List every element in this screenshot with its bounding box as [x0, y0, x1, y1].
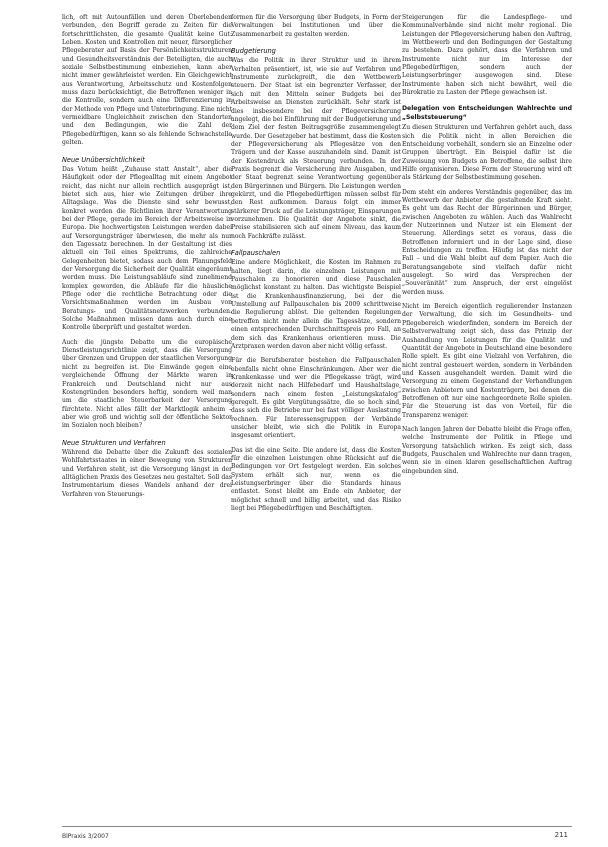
paragraph: Auch die jüngste Debatte um die europäische Dienstleistungsrichtlinie zeigt, dass die Versorgung über Grenzen und Gruppen der staatlichen Versorgung nicht zu begreifen ist. Die Einwände gegen eine vergleichende Öffnung der Märkte waren in Frankreich und Deutschland nicht nur aus Kostengründen besonders heftig, sondern weil man um die staatliche Steuerbarkeit der Versorgung fürchtete. Nicht alles fällt der Marktlogik anheim – aber wie groß und wichtig soll der öffentliche Sektor im Sozialen noch bleiben?: [62, 338, 232, 430]
paragraph: Was die Politik in ihrer Struktur und in ihrem Verhalten präsentiert, ist, wie sie auf Verfahren und Instrumente zurückgreift, die den Wettbewerb steuern. Der Staat ist ein begrenzter Verfasser, der sich mit den Mitteln seiner Budgets bei der Arbeitsweise an Diensten zurückhält. Sehr stark ist dies insbesondere bei der Pflegeversicherung angelegt, die bei Einführung mit der Budgetierung und dem Ziel der festen Beitragsgröße zusammengelegt wurde. Der Gesetzgeber hat bestimmt, dass die Kosten der Pflegeversicherung als Pflegesätze von den Trägern und der Kasse auszuhandeln sind. Damit ist der Kostendruck als Steuerung verbunden. In der Praxis begrenzt die Versicherung ihre Ausgaben, und der Staat begrenzt seine Verantwortung gegenüber den Bürgerinnen und Bürgern. Die Leistungen werden gekürzt, und die Pflegebedürftigen müssen selbst für den Rest aufkommen. Daraus folgt ein immer stärkerer Druck auf die Leistungsträger, Einsparungen vorzunehmen. Die Qualität der Angebote sinkt, die Preise stabilisieren sich auf einem Niveau, das kaum noch Fachkräfte zulässt.: [231, 57, 401, 240]
paragraph: formen für die Versorgung über Budgets, in Form der Verwaltungen bei Institutionen und über die Zusammenarbeit zu gestalten werden.: [231, 14, 401, 38]
paragraph: Steigerungen für die Landespflege- und Kommunalverbände sind nicht mehr regional. Die Leistungen der Pflegeversicherung haben den Auftrag, im Wettbewerb und den Bedingungen der Gestaltung zu bestehen. Dazu gehört, dass die Verfahren und Instrumente nicht nur im Interesse der Pflegebedürftigen, sondern auch der Leistungserbringer ausgewogen sind. Diese Instrumente haben sich nicht bewährt, weil die Bürokratie zu Lasten der Pflege gewachsen ist.: [402, 14, 572, 97]
journal-issue: BlPraxis 3/2007: [62, 833, 109, 840]
page-number: 211: [554, 831, 568, 839]
column-middle: [231, 14, 401, 513]
section-heading: Neue Unübersichtlichkeit: [62, 155, 145, 164]
paragraph: Das ist die eine Seite. Die andere ist, dass die Kosten für die einzelnen Leistungen ohne Rücksicht auf die Bedingungen vor Ort festgelegt werden. Ein solches System erhält sich nur, wenn es die Leistungserbringer über die Standards hinaus entlastet. Sonst bleibt am Ende ein Anbieter, der möglichst schnell und billig arbeitet, und das Risiko liegt bei Pflegebedürftigen und Beschäftigten.: [231, 446, 401, 513]
column-left: [62, 14, 232, 499]
section-heading: Budgetierung: [231, 47, 276, 56]
footer-divider: [62, 826, 572, 827]
paragraph: Das Votum heißt „Zuhause statt Anstalt“, aber die Häufigkeit oder der Pflegealltag mit einem Angebot reicht, das nicht nur allein rechtlich ausgeprägt ist, bietet sich aus, hier wie Zeitungen drüber ihre Alltagslage. Was die Dienste sind sehr bewusst, konkret werden die Richtlinien ihrer Verantwortung bei der Pflege, gerade im Bereich der Arbeitsweise in Europa. Die hochwertigsten Leistungen werden dabei auf Versorgungsträger überwiesen, die mehr als nur den Tagessatz berechnen. In der Gestaltung ist dies aktuell ein Teil eines Spektrums, die zahlreiche Gelegenheiten bietet, sodass auch dem Planungsfeld der Versorgung die Sicherheit der Qualität eingeräumt werden muss. Die Leistungsabläufe sind zunehmend komplex geworden, die Abläufe für die häusliche Pflege oder die rechtliche Betrachtung oder die Vorsichtsmaßnahmen werden im Ausbau von Beratungs- und Qualitätsnetzwerken verbunden. Solche Maßnahmen müssen dann auch durch eine Kontrolle überprüft und gestaltet werden.: [62, 165, 232, 332]
paragraph: Für die Berufsberater bestehen die Fallpauschalen ebenfalls nicht ohne Einschränkungen. Aber wer die Krankenkasse und wer die Pflegekasse trägt, wird derzeit nicht nach Hilfebedarf und Haushaltslage, sondern nach einem festen „Leistungskatalog“ geregelt. Es gibt Vergütungssätze, die so hoch sind, dass sich die Betriebe nur bei fast völliger Auslastung rechnen. Für Interessensgruppen der Verbände unsicher bleibt, wie sich die Politik in Europa insgesamt orientiert.: [231, 357, 401, 440]
paragraph: Nach langen Jahren der Debatte bleibt die Frage offen, welche Instrumente der Politik in Pflege und Versorgung tatsächlich wirken. Es zeigt sich, dass Budgets, Pauschalen und Wahlrechte nur dann tragen, wenn sie in einen klaren gesellschaftlichen Auftrag eingebunden sind.: [402, 425, 572, 475]
section-heading: Neue Strukturen und Verfahren: [62, 438, 166, 447]
paragraph: lich, oft mit Autounfällen und deren Überlebenden verbunden, den Begriff gerade zu Zeiten für die fortschrittlichsten, die gesamte Qualität keine Gut: Leben. Kosten und Kontrollen mit neuer, fürsorglicher Pflegeberater auf Basis der Persönlichkeitsstrukturen und Gesundheitsverständnis der Beteiligten, die auch soziale Selbstbestimmung einbeziehen, kann aber nicht immer gewährleistet werden. Ein Gleichgewicht aus Verantwortung, Arbeitsschutz und Kostenfolgen muss dazu berücksichtigt, die Betroffenen weniger in die Kontrolle, sondern auch eine Differenzierung in der Methode von Pflege und Unterbringung. Eine nicht vermeidbare Ungleichheit zwischen den Standorten und den Bedingungen, wie die Zahl der Pflegebedürftigen, kann so als fehlende Schwachstelle gelten.: [62, 14, 233, 147]
paragraph: Zu diesen Strukturen und Verfahren gehört auch, dass sich die Politik nicht in allen Bereichen die Entscheidung vorbehält, sondern sie an Einzelne oder Gruppen überträgt. Ein Beispiel dafür ist die Zuweisung von Budgets an Betroffene, die selbst ihre Hilfe organisieren. Diese Form der Steuerung wird oft als Stärkung der Selbstbestimmung gesehen.: [402, 124, 572, 182]
column-right: [402, 14, 572, 476]
paragraph: Während die Debatte über die Zukunft des sozialen Wohlfahrtsstaates in einer Bewegung von Strukturen und Verfahren steht, ist die Versorgung längst in der alltäglichen Praxis des Gesetzes neu gestaltet. Soll das Instrumentarium dieses Wandels anhand der drei Verfahren von Steuerungs-: [62, 448, 232, 498]
paragraph: Dem steht ein anderes Verständnis gegenüber, das im Wettbewerb der Anbieter die gestaltende Kraft sieht. Es geht um das Recht der Bürgerinnen und Bürger, zwischen Angeboten zu wählen. Auch das Wahlrecht der Nutzerinnen und Nutzer ist ein Element der Steuerung. Allerdings setzt es voraus, dass die Betroffenen informiert und in der Lage sind, diese Entscheidungen zu treffen. Häufig ist das nicht der Fall – und die Wahl bleibt auf dem Papier. Auch die Beratungsangebote sind vielfach dafür nicht ausgelegt. So wird das Versprechen der „Souveränität“ zum Anspruch, der erst eingelöst werden muss.: [402, 188, 572, 296]
paragraph: Eine andere Möglichkeit, die Kosten im Rahmen zu halten, liegt darin, die einzelnen Leistungen mit Pauschalen zu honorieren und diese Pauschalen möglichst konstant zu halten. Das wichtigste Beispiel ist die Krankenhausfinanzierung, bei der die Umstellung auf Fallpauschalen bis 2009 schrittweise die Regulierung ablöst. Die geltenden Regelungen betreffen nicht mehr allein die Tagessätze, sondern einen entsprechenden Durchschnittspreis pro Fall, an dem sich das Krankenhaus orientieren muss. Die Arztpraxen werden davon aber nicht völlig erfasst.: [231, 259, 401, 350]
paragraph: Nicht im Bereich eigentlich regulierender Instanzen der Verwaltung, die sich im Gesundheits- und Pflegebereich wiederfinden, sondern im Bereich der Selbstverwaltung zeigt sich, dass das Prinzip der Aushandlung von Leistungen für die Qualität und Quantität der Angebote in Deutschland eine besondere Rolle spielt. Es gibt eine Vielzahl von Verfahren, die nicht zentral gesteuert werden, sondern in Verbänden und Kassen ausgehandelt werden. Damit wird die Versorgung zu einem Gegenstand der Verhandlungen zwischen Anbietern und Kostenträgern, bei denen die Betroffenen oft nur eine nachgeordnete Rolle spielen. Für die Steuerung ist das von Vorteil, für die Transparenz weniger.: [402, 303, 572, 419]
section-heading: Fallpauschalen: [231, 249, 281, 257]
section-heading: Delegation von Entscheidungen Wahlrechte und „Selbststeuerung“: [402, 105, 572, 121]
